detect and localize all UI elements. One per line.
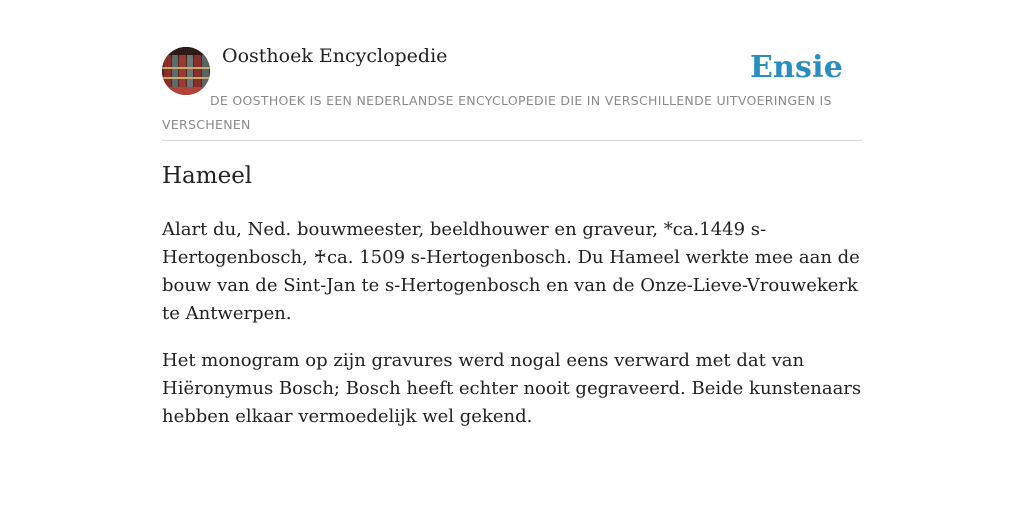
header bbox=[162, 0, 862, 141]
article-paragraph: Het monogram op zijn gravures werd nogal eens verward met dat van Hiëronymus Bosch; Bosch heeft echter nooit gegraveerd. Beide kunstenaars hebben elkaar vermoedelijk wel gekend. bbox=[162, 350, 862, 427]
avatar[interactable] bbox=[162, 47, 210, 95]
article-body bbox=[162, 216, 862, 450]
tagline: DE OOSTHOEK IS EEN NEDERLANDSE ENCYCLOPEDIE DIE IN VERSCHILLENDE UITVOERINGEN IS VERSCHENEN bbox=[162, 93, 832, 132]
article-title: Hameel bbox=[162, 163, 253, 189]
article-paragraph: Alart du, Ned. bouwmeester, beeldhouwer en graveur, *ca.1449 s-Hertogenbosch, ♰ca. 1509 s-Hertogenbosch. Du Hameel werkte mee aan de bouw van de Sint-Jan te s-Hertogenbosch en van de Onze-Lieve-Vrouwekerk te Antwerpen. bbox=[162, 219, 860, 324]
publication-name[interactable]: Oosthoek Encyclopedie bbox=[222, 45, 448, 67]
book-spines-icon bbox=[162, 47, 210, 95]
page bbox=[162, 0, 862, 427]
brand-logo[interactable]: Ensie bbox=[749, 50, 843, 85]
